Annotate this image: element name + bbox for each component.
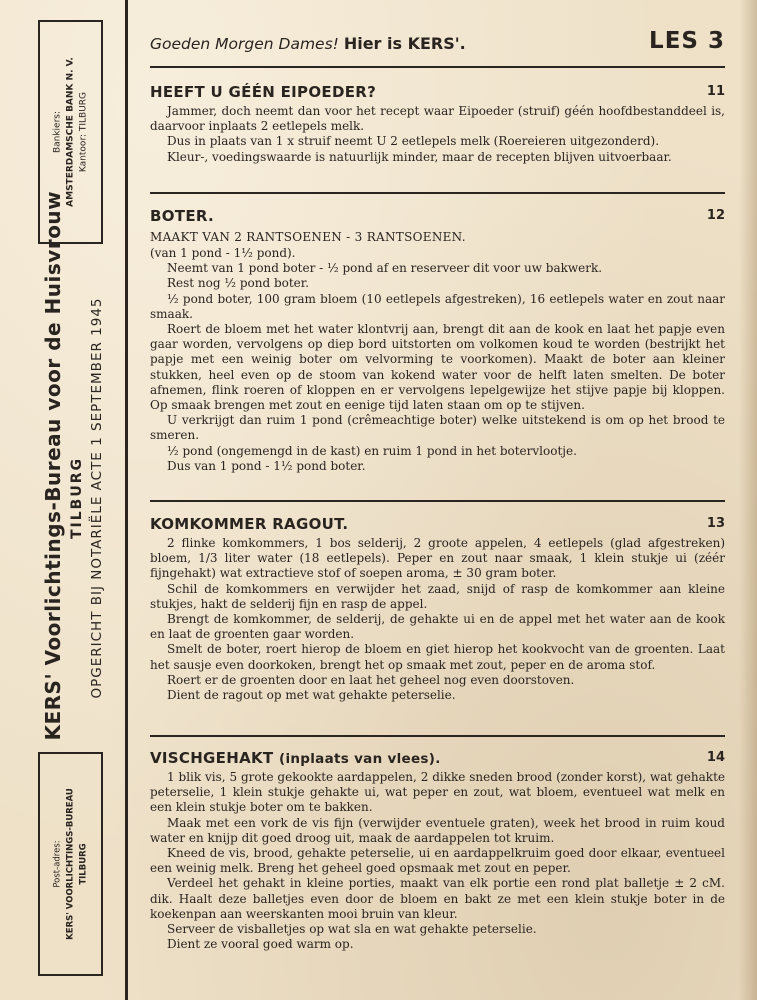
- section-number: 11: [706, 84, 725, 99]
- header-divider: [150, 66, 725, 68]
- paragraph: Dus in plaats van 1 x struif neemt U 2 eetlepels melk (Roereieren uitgezonderd).: [167, 134, 660, 149]
- paragraph: Roert er de groenten door en laat het geheel nog even doorstoven.: [167, 672, 575, 687]
- paragraph: Schil de komkommers en verwijder het zaad, snijd of rasp de komkommer aan kleine stukjes, hakt de selderij fijn en rasp de appel.: [150, 581, 725, 611]
- bankers-text: [51, 57, 90, 207]
- paragraph: Neemt van 1 pond boter - ½ pond af en reserveer dit voor uw bakwerk.: [167, 261, 603, 276]
- section-komkommer-ragout: [150, 514, 725, 703]
- post-address-box: [38, 752, 103, 976]
- paragraph: U verkrijgt dan ruim 1 pond (crêmeachtige boter) welke uitstekend is om op het brood te smeren.: [150, 413, 725, 443]
- greeting-line: [150, 34, 466, 53]
- paragraph: Smelt de boter, roert hierop de bloem en giet hierop het kookvocht van de groenten. Laat het sausje even doorkoken, brengt het op smaak met zout, peper en de aroma stof.: [150, 642, 725, 672]
- brand-line: Hier is KERS'.: [343, 34, 466, 53]
- section-vischgehakt: [150, 748, 725, 952]
- post-address-city: TILBURG: [78, 843, 88, 885]
- bank-name: AMSTERDAMSCHE BANK N. V.: [65, 57, 75, 207]
- section-subtitle: MAAKT VAN 2 RANTSOENEN - 3 RANTSOENEN.: [150, 230, 466, 244]
- section-boter: [150, 206, 725, 474]
- section-title: [150, 749, 441, 767]
- greeting: Goeden Morgen Dames!: [150, 35, 339, 53]
- section-title-row: [150, 206, 725, 228]
- paragraph: Roert de bloem met het water klontvrij aan, brengt dit aan de kook en laat het papje even gaar worden, vervolgens op diep bord uitstorten om volkomen koud te worden (bestrijkt het papje met een weinig boter om velvorming te voorkomen). Maakt de boter aan kleiner stukken, heel even op de stoom van kokend water voor de helft laten smelten. De boter afnemen, flink roeren of kloppen en er vervolgens lepelgewijze het stijve papje bij kloppen. Op smaak brengen met zout en eenige tijd laten staan om op te stijven.: [150, 322, 725, 413]
- organization-founded: OPGERICHT BIJ NOTARIËLE ACTE 1 SEPTEMBER 1945: [89, 297, 105, 698]
- section-number: 14: [706, 750, 725, 765]
- section-title-sub: (inplaats van vlees).: [278, 751, 441, 767]
- organization-banner: [28, 190, 118, 740]
- paragraph: Kneed de vis, brood, gehakte peterselie, ui en aardappelkruim goed door elkaar, eventueel een weinig melk. Breng het geheel goed opsmaak met zout en peper.: [150, 846, 725, 876]
- paragraph: Dient de ragout op met wat gehakte peterselie.: [167, 688, 456, 703]
- section-divider: [150, 192, 725, 194]
- post-address-name: KERS' VOORLICHTINGS-BUREAU: [65, 788, 75, 940]
- post-address-label: Post-adres:: [52, 840, 62, 888]
- section-title-row: [150, 748, 725, 770]
- section-title: BOTER.: [150, 207, 214, 225]
- paragraph: Dus van 1 pond - 1½ pond boter.: [167, 458, 366, 473]
- section-eipoeder: [150, 82, 725, 165]
- paragraph: 1 blik vis, 5 grote gekookte aardappelen, 2 dikke sneden brood (zonder korst), wat gehakte peterselie, 1 klein stukje gehakte ui, wat peper en zout, wat bloem, eventueel wat melk en een klein stukje boter om te bakken.: [150, 770, 725, 815]
- section-number: 13: [706, 516, 725, 531]
- paragraph: Dient ze vooral goed warm op.: [167, 937, 354, 952]
- section-divider: [150, 735, 725, 737]
- section-title-row: [150, 514, 725, 536]
- paragraph: Maak met een vork de vis fijn (verwijder eventuele graten), week het brood in ruim koud water en knijp dit goed droog uit, maak de aardappelen tot kruim.: [150, 815, 725, 845]
- section-number: 12: [706, 208, 725, 223]
- paragraph: Brengt de komkommer, de selderij, de gehakte ui en de appel met het water aan de kook en laat de groenten gaar worden.: [150, 612, 725, 642]
- paragraph: Serveer de visballetjes op wat sla en wat gehakte peterselie.: [167, 922, 537, 937]
- organization-name: KERS' Voorlichtings-Bureau voor de Huisvrouw: [41, 190, 65, 740]
- paragraph: Jammer, doch neemt dan voor het recept waar Eipoeder (struif) géén hoofdbestanddeel is, daarvoor inplaats 2 eetlepels melk.: [150, 104, 725, 134]
- organization-city: TILBURG: [69, 456, 85, 539]
- section-divider: [150, 500, 725, 502]
- paragraph: ½ pond (ongemengd in de kast) en ruim 1 pond in het botervlootje.: [167, 443, 577, 458]
- page-header: [150, 30, 725, 60]
- paragraph: ½ pond boter, 100 gram bloem (10 eetlepels afgestreken), 16 eetlepels water en zout naar smaak.: [150, 291, 725, 321]
- sidebar: [0, 0, 127, 1000]
- paragraph: Kleur-, voedingswaarde is natuurlijk minder, maar de recepten blijven uitvoerbaar.: [167, 149, 672, 164]
- section-title-row: [150, 82, 725, 104]
- sidebar-divider: [125, 0, 128, 1000]
- paragraph: Rest nog ½ pond boter.: [167, 276, 310, 291]
- section-title: KOMKOMMER RAGOUT.: [150, 515, 349, 533]
- paragraph: (van 1 pond - 1½ pond).: [150, 246, 296, 260]
- paragraph: Verdeel het gehakt in kleine porties, maakt van elk portie een rond plat balletje ± 2 cM. dik. Haalt deze balletjes even door de bloem en bakt ze met een klein stukje boter in de koekenpan aan weerskanten mooi bruin van kleur.: [150, 876, 725, 921]
- paper-edge-shade: [739, 0, 757, 1000]
- paragraph: 2 flinke komkommers, 1 bos selderij, 2 groote appelen, 4 eetlepels (glad afgestreken) bloem, 1/3 liter water (18 eetlepels). Peper en zout naar smaak, 1 klein stukje ui (zéér fijngehakt) wat extractieve stof of soepen aroma, ± 30 gram boter.: [150, 536, 725, 581]
- post-address-text: [51, 788, 90, 940]
- section-title-main: VISCHGEHAKT: [150, 749, 274, 767]
- bankers-label: Bankiers:: [52, 110, 62, 154]
- organization-text: [39, 190, 107, 740]
- bank-office: Kantoor: TILBURG: [78, 91, 88, 173]
- lesson-number: LES 3: [649, 28, 725, 54]
- section-title: HEEFT U GÉÉN EIPOEDER?: [150, 83, 377, 101]
